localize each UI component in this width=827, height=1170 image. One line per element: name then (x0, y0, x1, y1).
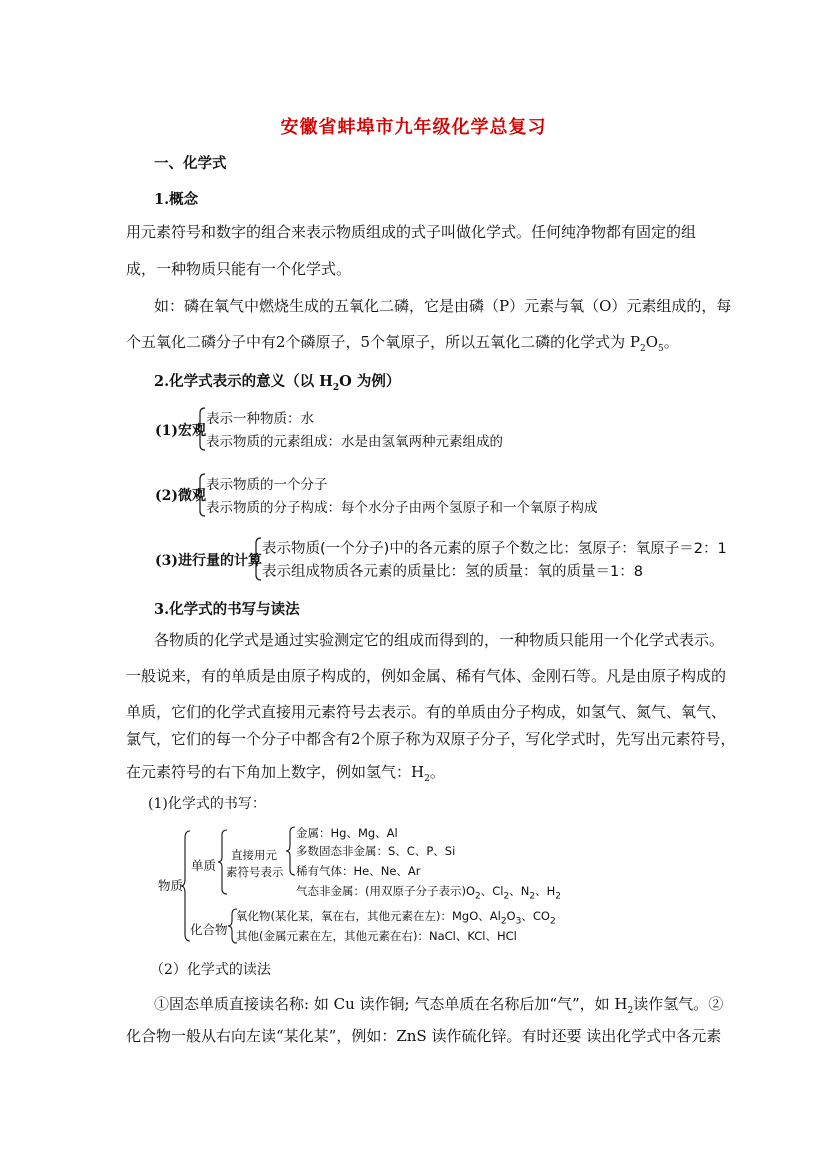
paragraph-line: ①固态单质直接读名称: 如 Cu 读作铜; 气态单质在名称后加“气”，如 $H_2$读作氢气。② (154, 995, 724, 1016)
brace-icon (286, 826, 296, 876)
subsection-heading: 3.化学式的书写与读法 (154, 601, 300, 618)
section-heading: 一、化学式 (154, 155, 227, 172)
paragraph-line: 在元素符号的右下角加上数字，例如氢气：$H_2$。 (126, 763, 445, 784)
micro-label: (2)微观 (155, 488, 206, 504)
diagram-root: 物质 (158, 878, 184, 893)
paragraph-line: 单质，它们的化学式直接用元素符号去表示。有的单质由分子构成，如氢气、氮气、氧气、 (126, 703, 727, 721)
paragraph-line: 各物质的化学式是通过实验测定它的组成而得到的，一种物质只能用一个化学式表示。 (154, 631, 725, 649)
diagram-direct: 直接用元 (231, 848, 277, 862)
writing-label: (1)化学式的书写： (148, 796, 266, 812)
quant-label: (3)进行量的计算 (155, 553, 262, 569)
diagram-oxide: 氧化物(某化某，氧在右，其他元素在左)：MgO、$Al_2O_3$、$CO_2$ (236, 909, 556, 927)
paragraph-line: 化合物一般从右向左读“某化某”，例如：ZnS 读作硫化锌。有时还要 读出化学式中各元素 (126, 1027, 722, 1045)
brace-icon (218, 829, 228, 895)
diagram-metal: 金属：Hg、Mg、Al (296, 826, 398, 840)
brace-icon (196, 407, 206, 451)
micro-item: 表示物质的一个分子 (206, 477, 328, 493)
brace-icon (252, 537, 262, 581)
brace-icon (196, 473, 206, 517)
paragraph-line: 一般说来，有的单质是由原子构成的，例如金属、稀有气体、金刚石等。凡是由原子构成的 (126, 667, 727, 685)
paragraph-line: 成，一种物质只能有一个化学式。 (126, 260, 352, 278)
micro-item: 表示物质的分子构成：每个水分子由两个氢原子和一个氧原子构成 (206, 500, 598, 516)
quant-item: 表示组成物质各元素的质量比：氢的质量：氧的质量＝1：8 (262, 564, 643, 580)
diagram-compound: 化合物 (190, 922, 228, 937)
paragraph-line: 如：磷在氧气中燃烧生成的五氧化二磷，它是由磷（P）元素与氧（O）元素组成的，每 (154, 297, 732, 315)
quant-item: 表示物质(一个分子)中的各元素的原子个数之比：氢原子：氧原子＝2：1 (262, 541, 727, 557)
macro-item: 表示物质的元素组成：水是由氢氧两种元素组成的 (206, 434, 503, 450)
page-title: 安徽省蚌埠市九年级化学总复习 (280, 117, 547, 138)
diagram-noble: 稀有气体：He、Ne、Ar (296, 864, 421, 878)
diagram-solid-nonmetal: 多数固态非金属：S、C、P、Si (296, 844, 456, 858)
macro-label: (1)宏观 (155, 423, 206, 439)
subsection-heading: 2.化学式表示的意义（以 $H_2O$ 为例） (154, 373, 401, 393)
reading-label: （2）化学式的读法 (150, 962, 271, 978)
diagram-gas-nonmetal: 气态非金属：(用双原子分子表示)$O_2$、$Cl_2$、$N_2$、$H_2$ (296, 884, 561, 902)
subsection-heading: 1.概念 (154, 191, 199, 208)
diagram-simple: 单质 (191, 858, 217, 873)
diagram-direct: 素符号表示 (226, 865, 284, 879)
paragraph-line: 用元素符号和数字的组合来表示物质组成的式子叫做化学式。任何纯净物都有固定的组 (126, 223, 697, 241)
diagram-other: 其他(金属元素在左，其他元素在右)：NaCl、KCl、HCl (236, 929, 517, 943)
paragraph-line: 个五氧化二磷分子中有2个磷原子，5个氧原子，所以五氧化二磷的化学式为 $P_2O_5$。 (126, 333, 679, 354)
macro-item: 表示一种物质：水 (206, 411, 314, 427)
paragraph-line: 氯气，它们的每一个分子中都含有2个原子称为双原子分子，写化学式时，先写出元素符号， (126, 730, 736, 748)
